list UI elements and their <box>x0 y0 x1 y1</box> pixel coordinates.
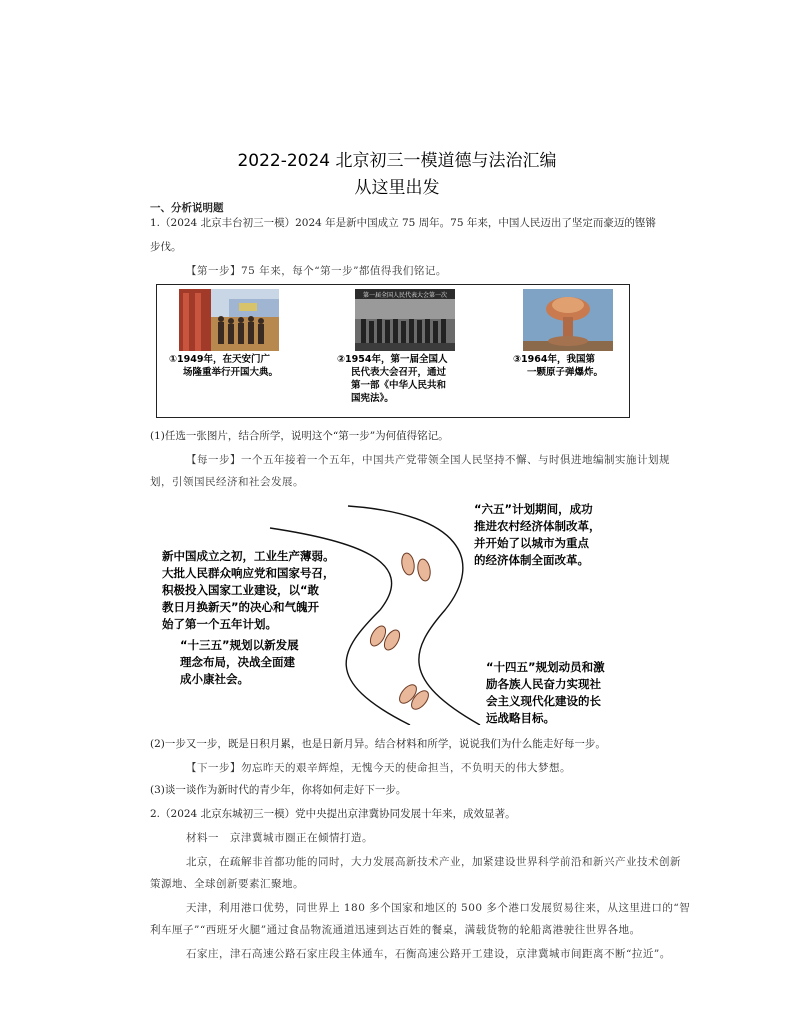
atomic-bomb-photo <box>523 289 613 351</box>
caption-1-line1: ①1949年，在天安门广 <box>169 354 270 365</box>
caption-2-line3: 第一部《中华人民共和 <box>351 380 447 391</box>
q2-tianjin-line2: 利车厘子”“西班牙火腿”通过食品物流通道迅速到达百姓的餐桌，满载货物的轮船离港驶往世界各地。 <box>150 924 641 936</box>
figure-text-13th-plan: “十三五”规划以新发展 理念布局，决战全面建 成小康社会。 <box>180 638 299 686</box>
q1-sub1: (1)任选一张图片，结合所学，说明这个“第一步”为何值得铭记。 <box>150 430 449 442</box>
photo-box <box>156 284 630 418</box>
caption-1-line2: 场隆重举行开国大典。 <box>183 367 279 378</box>
q2-beijing-line1: 北京，在疏解非首都功能的同时，大力发展高新技术产业，加紧建设世界科学前沿和新兴产业技术创新 <box>186 856 681 868</box>
doc-title-line1: 2022-2024 北京初三一模道德与法治汇编 <box>237 151 557 171</box>
q1-stem-line1: 1.（2024 北京丰台初三一模）2024 年是新中国成立 75 周年。75 年来，中国人民迈出了坚定而豪迈的铿锵 <box>150 217 656 229</box>
q1-step3: 【下一步】勿忘昨天的艰辛辉煌，无愧今天的使命担当，不负明天的伟大梦想。 <box>186 762 571 774</box>
q1-step2-line1: 【每一步】一个五年接着一个五年，中国共产党带领全国人民坚持不懈、与时俱进地编制实施计划规 <box>186 454 670 466</box>
q2-stem: 2.（2024 北京东城初三一模）党中央提出京津冀协同发展十年来，成效显著。 <box>150 808 516 820</box>
photo2-banner: 第一届全国人民代表大会第一次 <box>362 292 448 299</box>
first-npc-photo <box>355 289 455 351</box>
caption-3-line2: 一颗原子弹爆炸。 <box>527 367 604 378</box>
caption-2-line2: 民代表大会召开，通过 <box>351 367 447 378</box>
q1-stem-line2: 步伐。 <box>150 241 182 253</box>
q2-beijing-line2: 策源地、全球创新要素汇聚地。 <box>150 878 304 890</box>
q1-step2-line2: 划，引领国民经济和社会发展。 <box>150 476 304 488</box>
figure-text-sixth-plan: “六五”计划期间，成功 推进农村经济体制改革， 并开始了以城市为重点 的经济体制全面改革。 <box>474 502 601 567</box>
founding-ceremony-photo <box>179 289 279 351</box>
footprints-icon <box>367 552 432 712</box>
caption-2-line1: ②1954年，第一届全国人 <box>337 354 448 365</box>
caption-2-line4: 国宪法》。 <box>351 393 394 404</box>
figure-text-14th-plan: “十四五”规划动员和激 励各族人民奋力实现社 会主义现代化建设的长 远战略目标。 <box>486 660 605 725</box>
q2-shijiazhuang-line1: 石家庄，津石高速公路石家庄段主体通车，石衡高速公路开工建设，京津冀城市间距离不断“拉近”。 <box>186 948 671 960</box>
q1-step1: 【第一步】75 年来，每个“第一步”都值得我们铭记。 <box>186 265 447 277</box>
caption-3-line1: ③1964年，我国第 <box>513 354 595 365</box>
q1-sub2: (2)一步又一步，既是日积月累，也是日新月异。结合材料和所学，说说我们为什么能走好每一步。 <box>150 738 606 750</box>
q2-tianjin-line1: 天津，利用港口优势，同世界上 180 多个国家和地区的 500 多个港口发展贸易往来，从这里进口的“智 <box>186 902 691 914</box>
doc-title-line2: 从这里出发 <box>354 178 440 198</box>
figure-text-first-plan: 新中国成立之初，工业生产薄弱。 大批人民群众响应党和国家号召， 积极投入国家工业建设，以“敢 教日月换新天”的决心和气魄开 始了第一个五年计划。 <box>162 549 335 631</box>
q2-material1: 材料一 京津冀城市圈正在倾情打造。 <box>186 832 373 844</box>
q1-sub3: (3)谈一谈作为新时代的青少年，你将如何走好下一步。 <box>150 784 407 796</box>
section-heading: 一、分析说明题 <box>150 202 224 214</box>
